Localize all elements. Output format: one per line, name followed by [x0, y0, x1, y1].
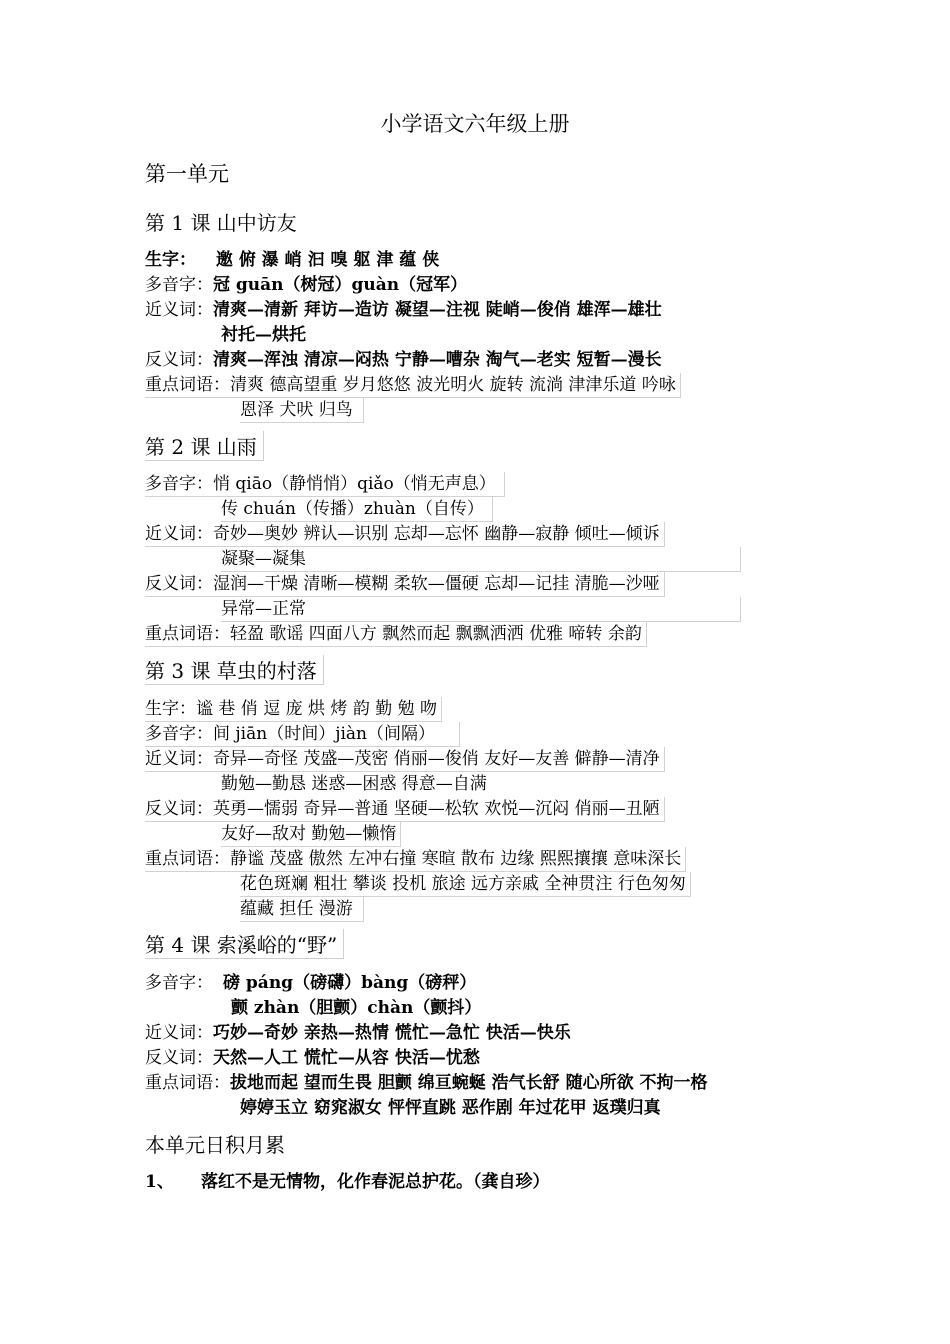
fanyi-content: 湿润—干燥 清晰—模糊 柔软—僵硬 忘却—记挂 清脆—沙哑	[213, 574, 660, 594]
lesson-4-duoyin-cont: 颤 zhàn（胆颤）chàn（颤抖）	[231, 998, 482, 1018]
duoyin-label: 多音字：	[145, 973, 213, 993]
duoyin-content: 悄 qiāo（静悄悄）qiǎo（悄无声息）	[213, 474, 496, 494]
lesson-3-zhongdian-row	[145, 847, 686, 872]
lesson-1-title: 第 1 课 山中访友	[145, 211, 297, 235]
zhongdian-content: 清爽 德高望重 岁月悠悠 波光明火 旋转 流淌 津津乐道 吟咏	[230, 375, 676, 395]
lesson-3-fanyi-row	[145, 797, 665, 822]
shengzi-label: 生字：	[145, 250, 196, 270]
lesson-4-zhongdian-row	[145, 1071, 708, 1095]
duoyin-content: 磅 páng（磅礴）bàng（磅秤）	[223, 973, 477, 993]
jinyi-label: 近义词：	[145, 749, 213, 769]
jinyi-content: 巧妙—奇妙 亲热—热情 慌忙—急忙 快活—快乐	[213, 1023, 571, 1043]
shengzi-chars: 邀 俯 瀑 峭 汩 嗅 躯 津 蕴 侠	[215, 250, 440, 270]
jinyi-label: 近义词：	[145, 300, 213, 320]
lesson-1-jinyi-row	[145, 298, 662, 322]
lesson-3-fanyi-cont: 友好—敌对 勤勉—懒惰	[221, 822, 401, 847]
lesson-3-duoyin-row	[145, 722, 460, 747]
lesson-2-duoyin-row	[145, 472, 505, 497]
jinyi-content: 奇妙—奥妙 辨认—识别 忘却—忘怀 幽静—寂静 倾吐—倾诉	[213, 524, 660, 544]
zhongdian-label: 重点词语：	[145, 375, 230, 395]
zhongdian-content: 轻盈 歌谣 四面八方 飘然而起 飘飘洒洒 优雅 啼转 余韵	[230, 624, 642, 644]
fanyi-content: 英勇—懦弱 奇异—普通 坚硬—松软 欢悦—沉闷 俏丽—丑陋	[213, 799, 660, 819]
lesson-2-duoyin-cont: 传 chuán（传播）zhuàn（自传）	[221, 497, 493, 522]
accumulation-item-1	[145, 1170, 550, 1194]
lesson-3-jinyi-cont: 勤勉—勤恳 迷惑—困惑 得意—自满	[221, 774, 487, 794]
lesson-2-fanyi-cont: 异常—正常	[221, 597, 741, 622]
lesson-4-fanyi-row	[145, 1046, 480, 1070]
lesson-2-fanyi-row	[145, 572, 665, 597]
unit-title: 第一单元	[145, 162, 229, 186]
lesson-3-title: 第 3 课 草虫的村落	[145, 655, 324, 685]
duoyin-label: 多音字：	[145, 724, 213, 744]
zhongdian-label: 重点词语：	[145, 849, 230, 869]
lesson-3-zhongdian-cont-2: 蕴藏 担任 漫游	[240, 897, 364, 922]
lesson-2-jinyi-row	[145, 522, 665, 547]
duoyin-label: 多音字：	[145, 275, 213, 295]
shengzi-chars: 谧 巷 俏 逗 庞 烘 烤 韵 勤 勉 吻	[196, 699, 438, 719]
lesson-3-shengzi-row	[145, 697, 442, 722]
lesson-4-jinyi-row	[145, 1021, 571, 1045]
lesson-4-duoyin-row	[145, 971, 476, 995]
zhongdian-label: 重点词语：	[145, 624, 230, 644]
lesson-1-duoyin-row	[145, 273, 467, 297]
lesson-4-title: 第 4 课 索溪峪的“野”	[145, 929, 344, 959]
fanyi-content: 天然—人工 慌忙—从容 快活—忧愁	[213, 1048, 480, 1068]
page-title: 小学语文六年级上册	[380, 112, 570, 136]
fanyi-label: 反义词：	[145, 574, 213, 594]
jinyi-label: 近义词：	[145, 524, 213, 544]
duoyin-label: 多音字：	[145, 474, 213, 494]
jinyi-label: 近义词：	[145, 1023, 213, 1043]
fanyi-label: 反义词：	[145, 1048, 213, 1068]
lesson-1-zhongdian-cont: 恩泽 犬吠 归鸟	[240, 398, 364, 423]
lesson-1-zhongdian-row	[145, 373, 681, 398]
accumulation-title: 本单元日积月累	[145, 1133, 285, 1157]
lesson-3-zhongdian-cont-1: 花色斑斓 粗壮 攀谈 投机 旅途 远方亲戚 全神贯注 行色匆匆	[240, 872, 691, 897]
item-text: 落红不是无情物，化作春泥总护花。（龚自珍）	[201, 1172, 550, 1192]
item-number: 1、	[145, 1172, 174, 1192]
fanyi-label: 反义词：	[145, 350, 213, 370]
duoyin-content: 间 jiān（时间）jiàn（间隔）	[213, 724, 435, 744]
fanyi-label: 反义词：	[145, 799, 213, 819]
lesson-3-jinyi-row	[145, 747, 665, 772]
zhongdian-content: 拔地而起 望而生畏 胆颤 绵亘蜿蜒 浩气长舒 随心所欲 不拘一格	[230, 1073, 708, 1093]
lesson-1-jinyi-cont: 衬托—烘托	[221, 325, 306, 345]
fanyi-content: 清爽—浑浊 清凉—闷热 宁静—嘈杂 淘气—老实 短暂—漫长	[213, 350, 662, 370]
lesson-2-zhongdian-row	[145, 622, 647, 647]
lesson-4-zhongdian-cont: 婷婷玉立 窈窕淑女 怦怦直跳 恶作剧 年过花甲 返璞归真	[240, 1098, 661, 1118]
lesson-1-fanyi-row	[145, 348, 662, 372]
jinyi-content: 清爽—清新 拜访—造访 凝望—注视 陡峭—俊俏 雄浑—雄壮	[213, 300, 662, 320]
lesson-2-jinyi-cont: 凝聚—凝集	[221, 547, 741, 572]
jinyi-content: 奇异—奇怪 茂盛—茂密 俏丽—俊俏 友好—友善 僻静—清净	[213, 749, 660, 769]
lesson-2-title: 第 2 课 山雨	[145, 431, 264, 461]
duoyin-content: 冠 guān（树冠）guàn（冠军）	[213, 275, 468, 295]
lesson-1-shengzi-row	[145, 248, 439, 272]
zhongdian-content: 静谧 茂盛 傲然 左冲右撞 寒暄 散布 边缘 熙熙攘攘 意味深长	[230, 849, 682, 869]
zhongdian-label: 重点词语：	[145, 1073, 230, 1093]
shengzi-label: 生字：	[145, 699, 196, 719]
